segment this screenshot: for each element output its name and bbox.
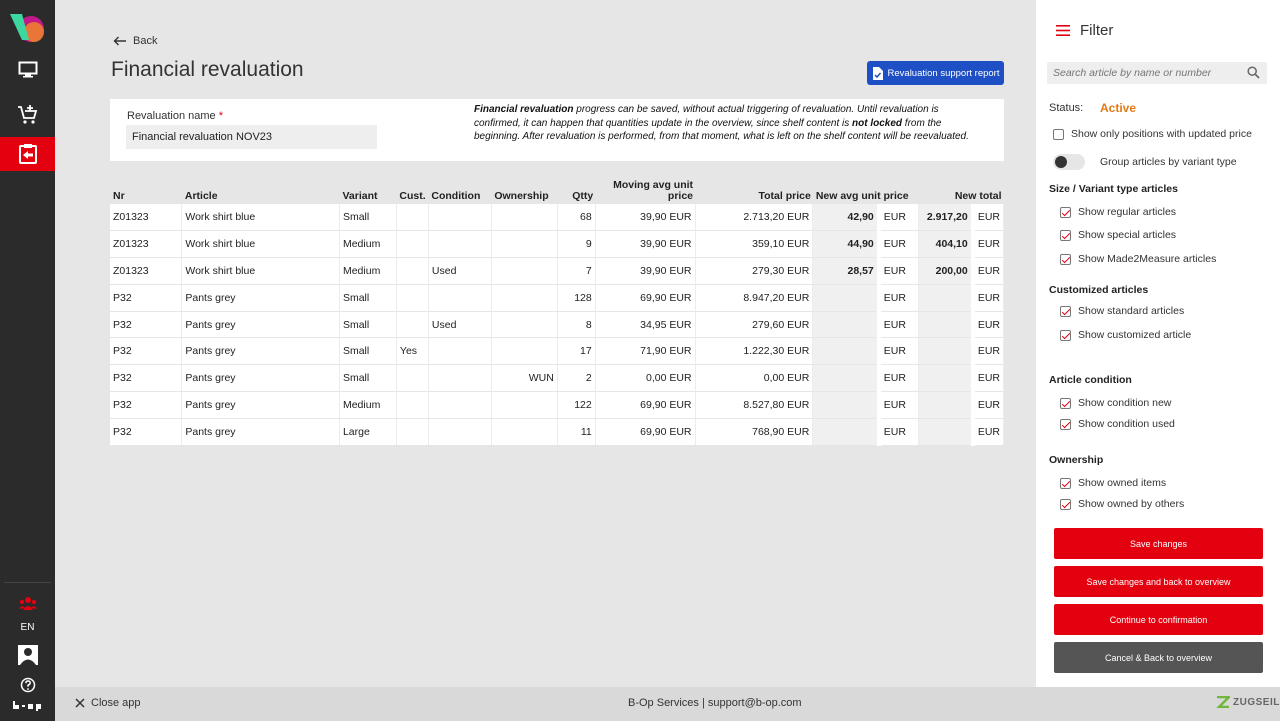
cell-condition xyxy=(428,392,491,419)
toggle-knob xyxy=(1055,156,1067,168)
cell-variant: Small xyxy=(339,365,396,392)
cell-condition xyxy=(428,418,491,445)
cell-qty: 2 xyxy=(557,365,595,392)
cell-nr: P32 xyxy=(110,338,182,365)
back-link[interactable] xyxy=(113,35,157,47)
owned-label: Show owned items xyxy=(1078,477,1167,489)
made2measure-label: Show Made2Measure articles xyxy=(1078,253,1217,265)
cell-qty: 68 xyxy=(557,204,595,231)
cell-cur2: EUR xyxy=(973,204,1004,231)
info-text-2: from the beginning. After revaluation is performed, from that moment, what is left on the shelf content will be reevaluated. xyxy=(474,117,969,142)
option-standard[interactable] xyxy=(1060,305,1184,317)
table-row xyxy=(110,258,1004,285)
close-app-label: Close app xyxy=(91,697,141,709)
cell-article: Pants grey xyxy=(182,365,340,392)
cell-new-total[interactable] xyxy=(919,338,973,365)
section-condition: Article condition xyxy=(1049,374,1132,386)
cell-condition xyxy=(428,284,491,311)
cell-qty: 17 xyxy=(557,338,595,365)
cell-avg: 39,90 EUR xyxy=(595,258,695,285)
option-made2measure[interactable] xyxy=(1060,253,1216,265)
condition-used-checkbox[interactable] xyxy=(1060,419,1071,430)
cell-variant: Large xyxy=(339,418,396,445)
document-check-icon xyxy=(872,67,883,80)
filter-panel xyxy=(1036,0,1280,687)
cell-condition: Used xyxy=(428,311,491,338)
condition-new-checkbox[interactable] xyxy=(1060,398,1071,409)
cell-nr: P32 xyxy=(110,311,182,338)
col-qtty: Qtty xyxy=(572,190,594,202)
revaluation-name-input[interactable] xyxy=(126,125,377,149)
cell-qty: 9 xyxy=(557,231,595,258)
cell-condition xyxy=(428,204,491,231)
cell-cur1: EUR xyxy=(879,231,919,258)
cell-cust xyxy=(396,311,428,338)
cell-avg: 69,90 EUR xyxy=(595,284,695,311)
table-row xyxy=(110,284,1004,311)
cell-ownership xyxy=(491,311,557,338)
cell-nr: Z01323 xyxy=(110,258,182,285)
zugseil-brand: ZUGSEIL xyxy=(1233,696,1280,708)
revaluation-report-button[interactable] xyxy=(867,61,1004,85)
cell-avg: 39,90 EUR xyxy=(595,231,695,258)
cell-variant: Medium xyxy=(339,392,396,419)
info-bold-1: Financial revaluation xyxy=(474,104,574,115)
cell-ownership xyxy=(491,418,557,445)
cell-new-total[interactable] xyxy=(919,418,973,445)
owned-others-checkbox[interactable] xyxy=(1060,499,1071,510)
cell-nr: Z01323 xyxy=(110,231,182,258)
special-label: Show special articles xyxy=(1078,229,1177,241)
save-and-back-button[interactable]: Save changes and back to overview xyxy=(1054,566,1263,597)
cell-cur2: EUR xyxy=(973,392,1004,419)
cell-cur1: EUR xyxy=(879,338,919,365)
status-label: Status: xyxy=(1049,102,1084,114)
option-regular[interactable] xyxy=(1060,206,1176,218)
cell-nr: P32 xyxy=(110,418,182,445)
nav-item-cart[interactable] xyxy=(0,98,55,132)
cell-ownership xyxy=(491,338,557,365)
user-avatar-icon xyxy=(18,645,38,665)
group-variant-label: Group articles by variant type xyxy=(1100,156,1237,168)
cell-cur2: EUR xyxy=(973,311,1004,338)
cell-article: Work shirt blue xyxy=(182,258,340,285)
support-info: B-Op Services | support@b-op.com xyxy=(628,697,802,709)
cell-cur1: EUR xyxy=(879,392,919,419)
cell-qty: 8 xyxy=(557,311,595,338)
cart-add-icon xyxy=(17,104,39,126)
cell-article: Pants grey xyxy=(182,284,340,311)
close-icon xyxy=(75,698,85,708)
col-total-price: Total price xyxy=(758,190,811,202)
cell-new-total[interactable]: 200,00 xyxy=(919,258,973,285)
cell-condition xyxy=(428,365,491,392)
cell-new-total[interactable]: 2.917,20 xyxy=(919,204,973,231)
col-nr: Nr xyxy=(113,190,125,202)
cell-ownership: WUN xyxy=(491,365,557,392)
cell-ownership xyxy=(491,284,557,311)
arrow-left-icon xyxy=(113,36,127,46)
back-label: Back xyxy=(133,35,158,47)
revaluation-info-text xyxy=(474,103,986,144)
cell-variant: Small xyxy=(339,338,396,365)
revaluation-name-label-text: Revaluation name xyxy=(127,110,216,122)
table-header-row xyxy=(110,177,1004,204)
table-row xyxy=(110,338,1004,365)
col-condition: Condition xyxy=(431,190,481,202)
table-row xyxy=(110,204,1004,231)
nav-item-team[interactable] xyxy=(0,587,55,621)
cell-qty: 128 xyxy=(557,284,595,311)
cell-cur2: EUR xyxy=(973,365,1004,392)
option-owned-others[interactable] xyxy=(1060,498,1184,510)
filter-title: Filter xyxy=(1080,22,1114,39)
cell-cur1: EUR xyxy=(879,365,919,392)
cell-new-avg[interactable] xyxy=(813,365,879,392)
cell-condition xyxy=(428,231,491,258)
cell-ownership xyxy=(491,231,557,258)
cell-variant: Small xyxy=(339,311,396,338)
cell-new-avg[interactable] xyxy=(813,418,879,445)
updated-price-label: Show only positions with updated price xyxy=(1071,128,1252,140)
cell-new-total[interactable]: 404,10 xyxy=(919,231,973,258)
cell-ownership xyxy=(491,258,557,285)
cell-total: 0,00 EUR xyxy=(695,365,813,392)
cell-article: Pants grey xyxy=(182,311,340,338)
cell-cust xyxy=(396,231,428,258)
nav-divider xyxy=(4,582,51,583)
cell-avg: 0,00 EUR xyxy=(595,365,695,392)
filter-header xyxy=(1056,22,1113,39)
cell-new-total[interactable] xyxy=(919,311,973,338)
cell-cur2: EUR xyxy=(973,284,1004,311)
info-text-1: progress can be saved, without actual triggering of revaluation. Until revaluation is confirmed, it can happen that quantities update in the overview, since shelf content is xyxy=(474,104,939,129)
team-icon xyxy=(19,596,37,612)
cell-variant: Medium xyxy=(339,258,396,285)
continue-confirmation-button[interactable]: Continue to confirmation xyxy=(1054,604,1263,635)
cell-nr: Z01323 xyxy=(110,204,182,231)
cell-cur1: EUR xyxy=(879,311,919,338)
updated-price-checkbox[interactable] xyxy=(1053,129,1064,140)
save-changes-button[interactable]: Save changes xyxy=(1054,528,1263,559)
owned-others-label: Show owned by others xyxy=(1078,498,1185,510)
cell-qty: 7 xyxy=(557,258,595,285)
cell-qty: 122 xyxy=(557,392,595,419)
cell-cur1: EUR xyxy=(879,204,919,231)
special-checkbox[interactable] xyxy=(1060,230,1071,241)
table-row xyxy=(110,392,1004,419)
cell-cust xyxy=(396,365,428,392)
col-cust: Cust. xyxy=(399,190,426,202)
cell-new-avg[interactable] xyxy=(813,338,879,365)
col-moving-avg-price: Moving avg unit price xyxy=(613,179,694,202)
cell-total: 1.222,30 EUR xyxy=(695,338,813,365)
cell-condition xyxy=(428,338,491,365)
left-navigation xyxy=(0,0,55,721)
cell-variant: Small xyxy=(339,204,396,231)
nav-item-monitor[interactable] xyxy=(0,53,55,87)
standard-label: Show standard articles xyxy=(1078,305,1185,317)
article-search-input[interactable] xyxy=(1047,62,1237,84)
cell-nr: P32 xyxy=(110,284,182,311)
customized-checkbox[interactable] xyxy=(1060,330,1071,341)
condition-new-label: Show condition new xyxy=(1078,397,1172,409)
bop-logo xyxy=(0,692,55,718)
group-variant-toggle[interactable] xyxy=(1053,154,1085,170)
section-customized: Customized articles xyxy=(1049,284,1149,296)
cell-avg: 34,95 EUR xyxy=(595,311,695,338)
zugseil-logo xyxy=(1216,696,1280,708)
cell-cur1: EUR xyxy=(879,284,919,311)
menu-icon[interactable] xyxy=(1056,25,1070,36)
cell-ownership xyxy=(491,204,557,231)
required-mark: * xyxy=(218,110,224,122)
cell-article: Work shirt blue xyxy=(182,204,340,231)
revaluation-table xyxy=(110,177,1004,446)
regular-checkbox[interactable] xyxy=(1060,207,1071,218)
app-logo-icon[interactable] xyxy=(8,10,48,46)
language-selector[interactable]: EN xyxy=(20,622,35,633)
section-size-variant: Size / Variant type articles xyxy=(1049,183,1178,195)
condition-used-label: Show condition used xyxy=(1078,418,1175,430)
col-new-avg-price: New avg unit price xyxy=(815,190,909,202)
cell-total: 359,10 EUR xyxy=(695,231,813,258)
updated-price-option[interactable] xyxy=(1053,128,1252,140)
cell-cur2: EUR xyxy=(973,231,1004,258)
cell-nr: P32 xyxy=(110,392,182,419)
cell-cust: Yes xyxy=(396,338,428,365)
main-content xyxy=(55,0,1036,687)
cell-article: Pants grey xyxy=(182,418,340,445)
cell-new-total[interactable] xyxy=(919,365,973,392)
standard-checkbox[interactable] xyxy=(1060,306,1071,317)
cell-qty: 11 xyxy=(557,418,595,445)
option-condition-used[interactable] xyxy=(1060,418,1175,430)
regular-label: Show regular articles xyxy=(1078,206,1177,218)
section-ownership: Ownership xyxy=(1049,454,1104,466)
cell-new-avg[interactable]: 28,57 xyxy=(813,258,879,285)
cell-cur2: EUR xyxy=(973,418,1004,445)
cell-total: 2.713,20 EUR xyxy=(695,204,813,231)
cell-new-avg[interactable]: 44,90 xyxy=(813,231,879,258)
page-title: Financial revaluation xyxy=(111,58,304,81)
cell-total: 8.947,20 EUR xyxy=(695,284,813,311)
cell-new-avg[interactable] xyxy=(813,392,879,419)
cell-ownership xyxy=(491,392,557,419)
close-app-button[interactable] xyxy=(75,697,141,709)
table-row xyxy=(110,311,1004,338)
cell-new-avg[interactable] xyxy=(813,284,879,311)
cell-article: Pants grey xyxy=(182,392,340,419)
col-article: Article xyxy=(184,190,218,202)
footer-bar xyxy=(55,687,1280,721)
cell-cur1: EUR xyxy=(879,258,919,285)
option-special[interactable] xyxy=(1060,229,1176,241)
cell-variant: Medium xyxy=(339,231,396,258)
option-condition-new[interactable] xyxy=(1060,397,1171,409)
cell-condition: Used xyxy=(428,258,491,285)
cell-new-total[interactable] xyxy=(919,392,973,419)
help-icon xyxy=(20,677,36,693)
customized-label: Show customized article xyxy=(1078,329,1192,341)
cell-new-avg[interactable]: 42,90 xyxy=(813,204,879,231)
search-icon[interactable] xyxy=(1247,66,1260,79)
zugseil-z-icon xyxy=(1216,696,1230,708)
revaluation-info-card xyxy=(110,99,1004,161)
table-row xyxy=(110,365,1004,392)
made2measure-checkbox[interactable] xyxy=(1060,254,1071,265)
cell-total: 279,60 EUR xyxy=(695,311,813,338)
nav-item-revaluation[interactable] xyxy=(0,137,55,171)
report-button-label: Revaluation support report xyxy=(887,67,1000,79)
cell-cust xyxy=(396,418,428,445)
col-ownership: Ownership xyxy=(494,190,549,202)
cell-avg: 69,90 EUR xyxy=(595,392,695,419)
cell-cust xyxy=(396,284,428,311)
cell-avg: 39,90 EUR xyxy=(595,204,695,231)
cell-nr: P32 xyxy=(110,365,182,392)
article-search xyxy=(1047,62,1267,84)
option-owned[interactable] xyxy=(1060,477,1166,489)
revaluation-name-label xyxy=(127,110,223,122)
revaluation-icon xyxy=(18,143,38,165)
monitor-icon xyxy=(18,61,38,79)
cell-total: 768,90 EUR xyxy=(695,418,813,445)
cell-cust xyxy=(396,258,428,285)
cell-cur2: EUR xyxy=(973,338,1004,365)
cell-avg: 69,90 EUR xyxy=(595,418,695,445)
info-bold-2: not locked xyxy=(852,117,903,129)
table-row xyxy=(110,231,1004,258)
cell-cur1: EUR xyxy=(879,418,919,445)
cell-cur2: EUR xyxy=(973,258,1004,285)
cell-variant: Small xyxy=(339,284,396,311)
option-customized[interactable] xyxy=(1060,329,1191,341)
cell-cust xyxy=(396,392,428,419)
cell-article: Pants grey xyxy=(182,338,340,365)
cell-total: 279,30 EUR xyxy=(695,258,813,285)
status-value: Active xyxy=(1100,101,1137,115)
cell-cust xyxy=(396,204,428,231)
cell-article: Work shirt blue xyxy=(182,231,340,258)
col-variant: Variant xyxy=(342,190,378,202)
col-new-total: New total xyxy=(954,190,1002,202)
cell-new-avg[interactable] xyxy=(813,311,879,338)
cell-total: 8.527,80 EUR xyxy=(695,392,813,419)
table-row xyxy=(110,418,1004,445)
nav-item-profile[interactable] xyxy=(0,638,55,672)
cell-new-total[interactable] xyxy=(919,284,973,311)
cancel-back-button[interactable]: Cancel & Back to overview xyxy=(1054,642,1263,673)
owned-checkbox[interactable] xyxy=(1060,478,1071,489)
cell-avg: 71,90 EUR xyxy=(595,338,695,365)
